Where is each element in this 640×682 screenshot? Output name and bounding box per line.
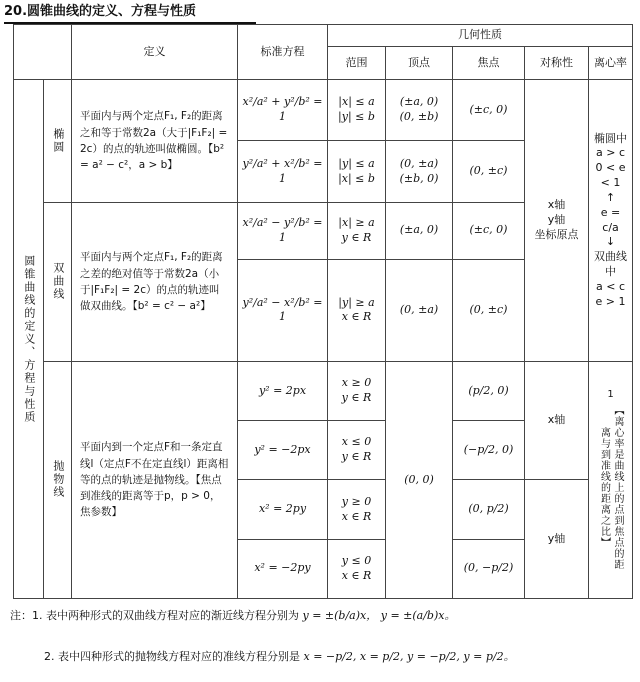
ellipse-equation-1: x²/a² + y²/b² = 1	[238, 80, 328, 141]
ellipse-label-cell	[44, 80, 72, 203]
footnote-1-formula: y = ±(b/a)x， y = ±(a/b)x。	[302, 609, 456, 622]
left-label: 圆锥曲线的定义、方程与性质	[22, 254, 36, 424]
parabola-focus-4: (0, −p/2)	[453, 539, 525, 598]
parabola-equation-1: y² = 2px	[238, 361, 328, 420]
ellipse-definition: 平面内与两个定点F₁, F₂的距离之和等于常数2a（大于|F₁F₂| = 2c）的点的轨迹叫做椭圆。【b² = a² − c²，a > b】	[72, 80, 238, 203]
header-geometric-properties: 几何性质	[328, 25, 633, 47]
parabola-label: 抛物线	[51, 460, 65, 500]
header-definition: 定义	[72, 25, 238, 80]
footnote-2-text: 2. 表中四种形式的抛物线方程对应的准线方程分别是	[44, 650, 300, 663]
parabola-eccentricity-value: 1	[607, 388, 614, 400]
conic-symmetry: x轴 y轴 坐标原点	[525, 80, 589, 362]
parabola-eccentricity-cell	[589, 361, 633, 598]
ellipse-vertex-1: (±a, 0) (0, ±b)	[386, 80, 453, 141]
parabola-range-3: y ≥ 0 x ∈ R	[328, 480, 386, 539]
parabola-symmetry-x: x轴	[525, 361, 589, 479]
parabola-label-cell	[44, 361, 72, 598]
parabola-equation-2: y² = −2px	[238, 421, 328, 480]
footnote-1	[10, 607, 630, 623]
ellipse-range-2: |y| ≤ a |x| ≤ b	[328, 141, 386, 202]
hyperbola-equation-1: x²/a² − y²/b² = 1	[238, 202, 328, 259]
header-focus: 焦点	[453, 47, 525, 80]
ellipse-focus-2: (0, ±c)	[453, 141, 525, 202]
ellipse-equation-2: y²/a² + x²/b² = 1	[238, 141, 328, 202]
conic-eccentricity: 椭圆中 a > c 0 < e < 1 ↑ e = c/a ↓ 双曲线 中 a < c e > 1	[589, 80, 633, 362]
header-vertex: 顶点	[386, 47, 453, 80]
hyperbola-focus-2: (0, ±c)	[453, 259, 525, 361]
header-standard-equation: 标准方程	[238, 25, 328, 80]
hyperbola-definition: 平面内与两个定点F₁, F₂的距离之差的绝对值等于常数2a（小于|F₁F₂| = 2c）的点的轨迹叫做双曲线。【b² = c² − a²】	[72, 202, 238, 361]
parabola-range-2: x ≤ 0 y ∈ R	[328, 421, 386, 480]
hyperbola-label-cell	[44, 202, 72, 361]
ellipse-focus-1: (±c, 0)	[453, 80, 525, 141]
header-range: 范围	[328, 47, 386, 80]
parabola-range-1: x ≥ 0 y ∈ R	[328, 361, 386, 420]
hyperbola-vertex-1: (±a, 0)	[386, 202, 453, 259]
section-title: 20.圆锥曲线的定义、方程与性质	[4, 2, 256, 24]
hyperbola-range-1: |x| ≥ a y ∈ R	[328, 202, 386, 259]
footnote-1-text: 注：1. 表中两种形式的双曲线方程对应的渐近线方程分别为	[10, 609, 299, 622]
parabola-focus-2: (−p/2, 0)	[453, 421, 525, 480]
ellipse-vertex-2: (0, ±a) (±b, 0)	[386, 141, 453, 202]
ellipse-range-1: |x| ≤ a |y| ≤ b	[328, 80, 386, 141]
parabola-equation-3: x² = 2py	[238, 480, 328, 539]
header-eccentricity: 离心率	[589, 47, 633, 80]
parabola-eccentricity-note: 【离心率是曲线上的点到焦点的距离与到准线的距离之比】	[598, 405, 624, 571]
hyperbola-label: 双曲线	[51, 262, 65, 302]
parabola-range-4: y ≤ 0 x ∈ R	[328, 539, 386, 598]
parabola-symmetry-y: y轴	[525, 480, 589, 599]
hyperbola-vertex-2: (0, ±a)	[386, 259, 453, 361]
left-label-cell	[14, 80, 44, 599]
footnote-2-formula: x = −p/2, x = p/2, y = −p/2, y = p/2。	[303, 650, 515, 663]
hyperbola-range-2: |y| ≥ a x ∈ R	[328, 259, 386, 361]
header-symmetry: 对称性	[525, 47, 589, 80]
parabola-equation-4: x² = −2py	[238, 539, 328, 598]
ellipse-label: 椭圆	[51, 127, 65, 154]
parabola-focus-1: (p/2, 0)	[453, 361, 525, 420]
corner-cell	[14, 25, 72, 80]
hyperbola-equation-2: y²/a² − x²/b² = 1	[238, 259, 328, 361]
conic-sections-table	[13, 24, 633, 599]
parabola-vertex: (0, 0)	[386, 361, 453, 598]
parabola-focus-3: (0, p/2)	[453, 480, 525, 539]
parabola-definition: 平面内到一个定点F和一条定直线l（定点F不在定直线l）距离相等的点的轨迹是抛物线。【焦点到准线的距离等于p，p > 0，焦参数】	[72, 361, 238, 598]
footnote-2	[44, 648, 640, 664]
hyperbola-focus-1: (±c, 0)	[453, 202, 525, 259]
